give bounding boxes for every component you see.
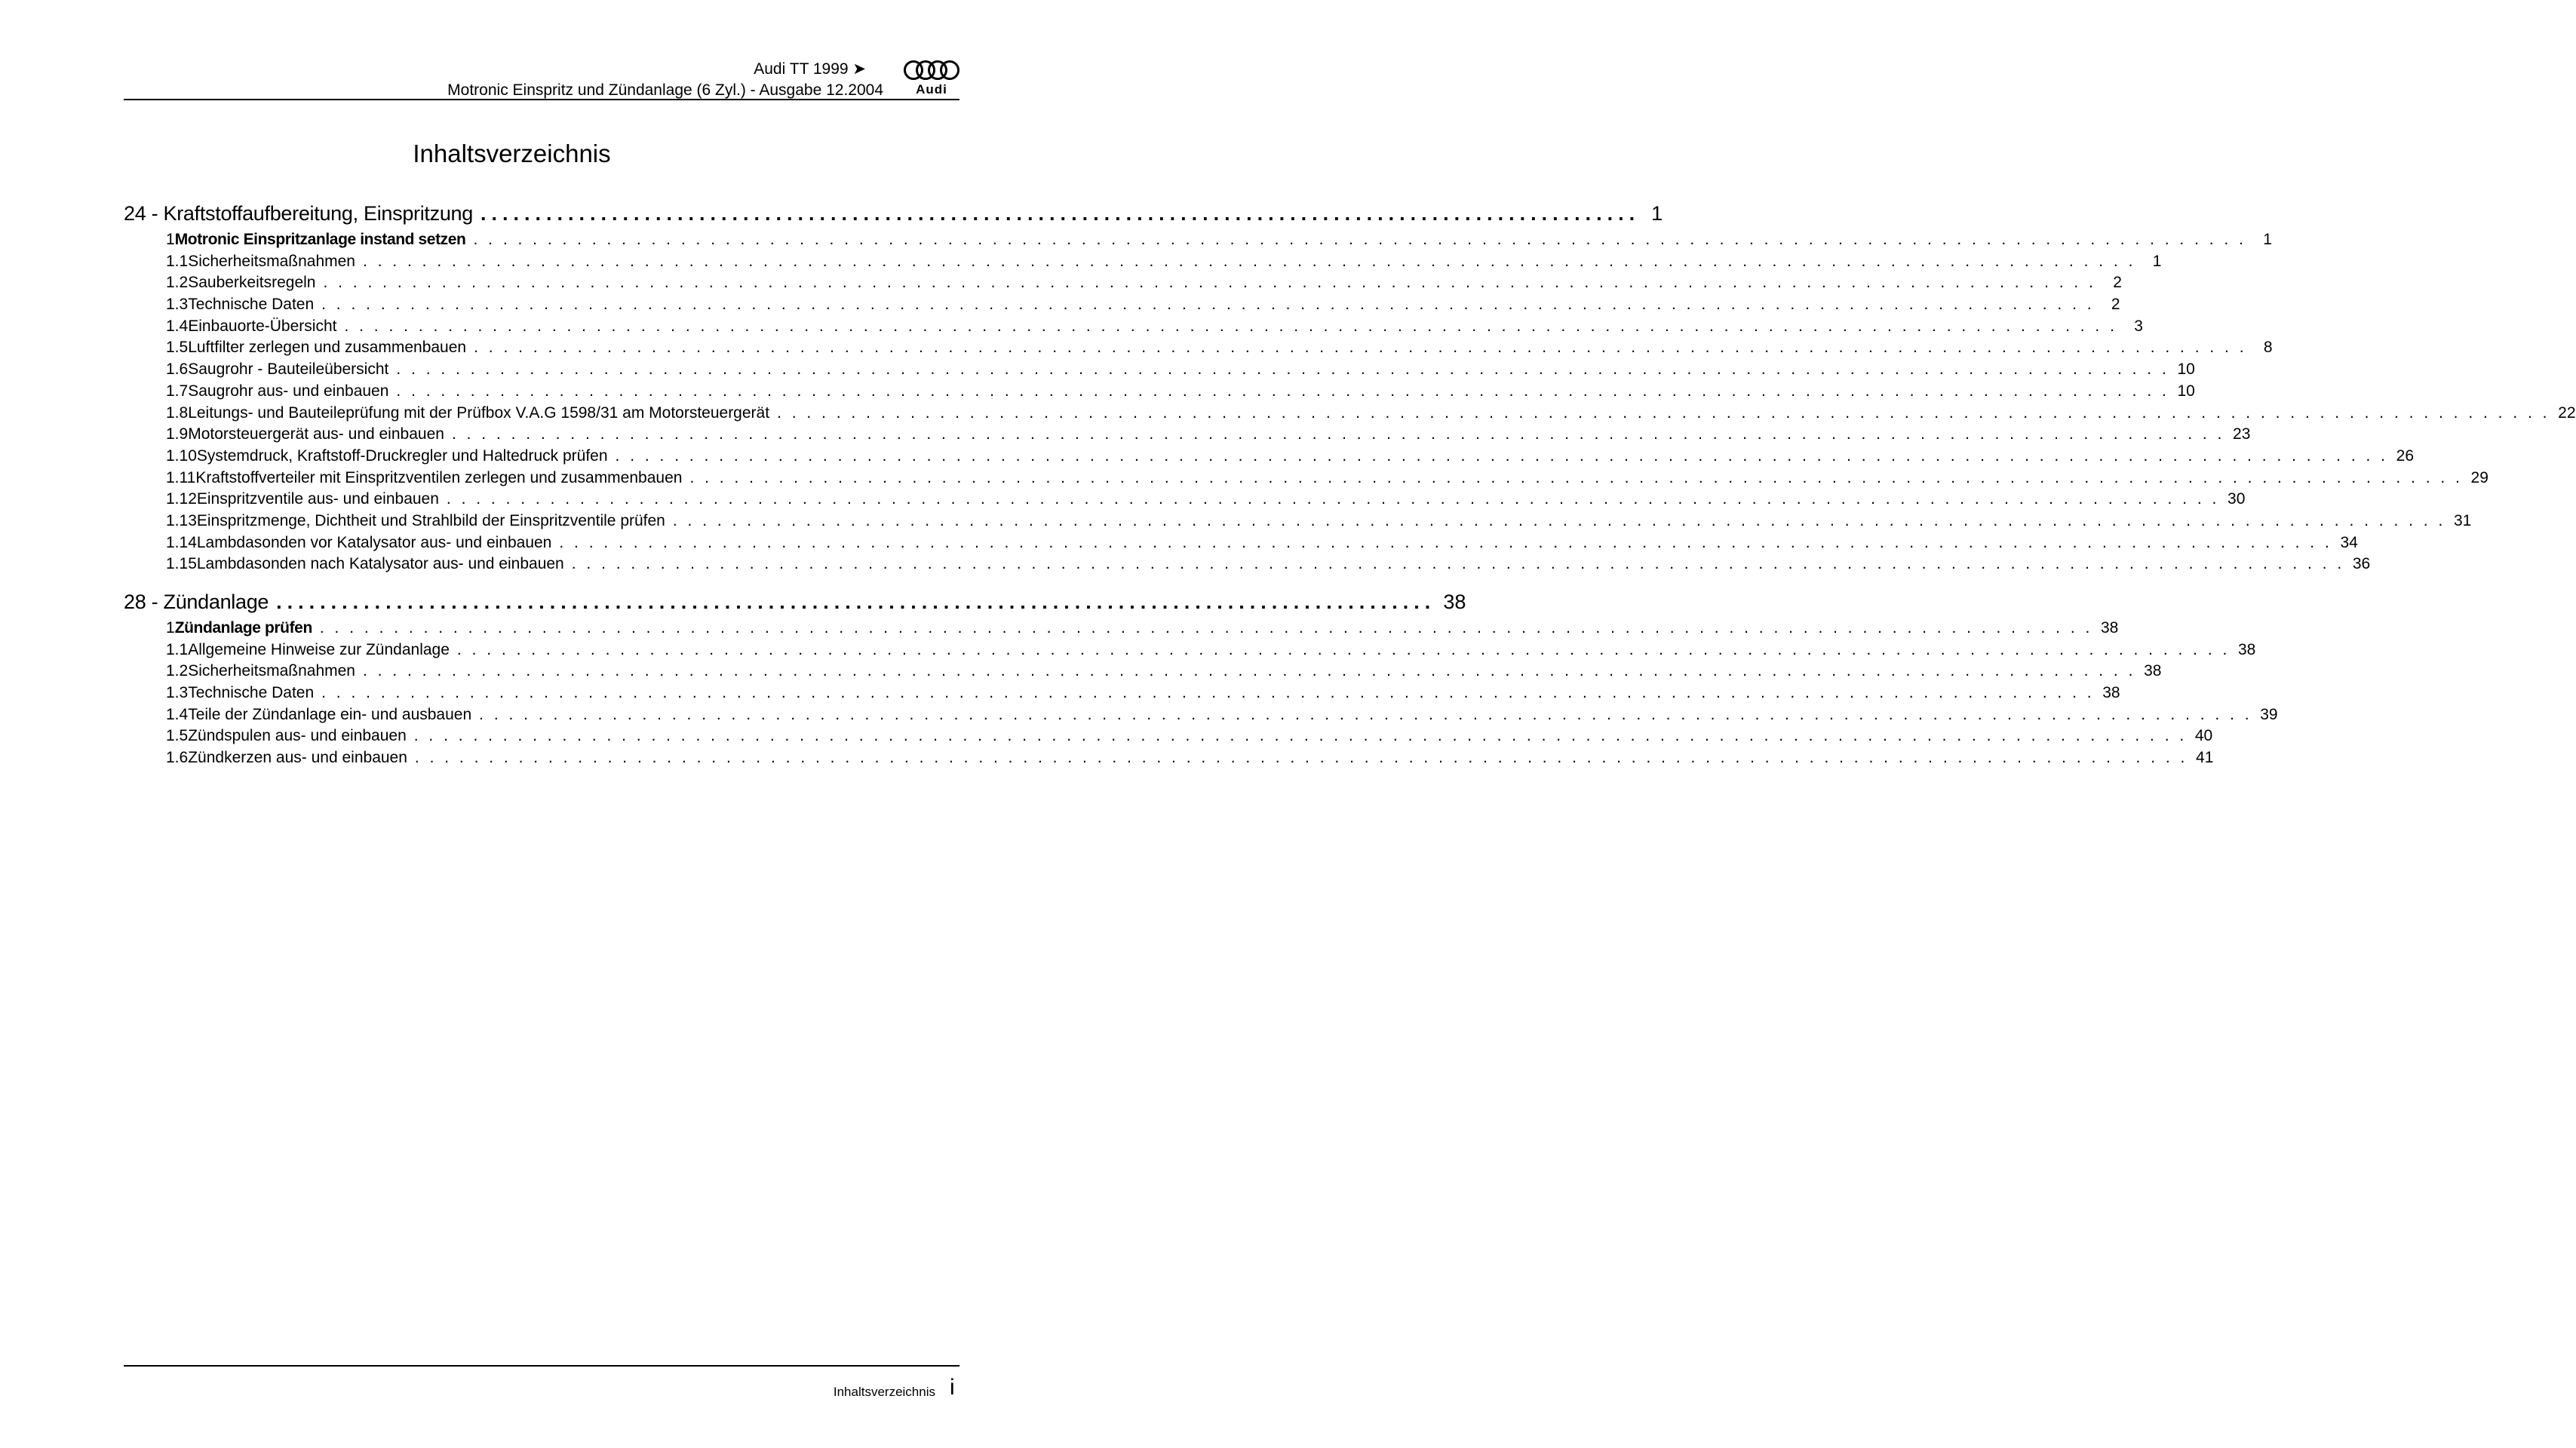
dot-leader: . . . . . . . . . . . . . . . . . . . . . . . . . . . . . . . . . . . . . . . . . . . . . . . . . . . . . . . . . . . . . . . . . . . . . . . . . . . . . . . . . . . . . . . . . . . . . . . . . . . . . . . . . . . . . . . . . . . . . . . .	[559, 533, 2332, 551]
entry-number: 1.6	[166, 360, 189, 379]
dot-leader: . . . . . . . . . . . . . . . . . . . . . . . . . . . . . . . . . . . . . . . . . . . . . . . . . . . . . . . . . . . . . . . . . . . . . . . . . . . . . . . . . . . . . . . . . . . . . . . . . . . . . . . . . . . . . . . . . . . . . . . .	[323, 274, 2096, 292]
toc-entry[interactable]	[124, 511, 2472, 532]
header-model: Audi TT 1999 ➤	[754, 60, 866, 78]
entry-title: Einbauorte-Übersicht	[188, 317, 337, 335]
toc-entry[interactable]	[124, 726, 2213, 747]
entry-title: Leitungs- und Bauteileprüfung mit der Prüfbox V.A.G 1598/31 am Motorsteuergerät	[188, 403, 770, 422]
section-page: 38	[1443, 591, 1466, 613]
toc-entry[interactable]	[124, 489, 2246, 511]
entry-number: 1.15	[166, 555, 197, 573]
dot-leader: . . . . . . . . . . . . . . . . . . . . . . . . . . . . . . . . . . . . . . . . . . . . . . . . . . . . . . . . . . . . . . . . . . . . . . . . . . . . . . . . . . . . . . . . . . . . . . . . . . . . . . . . . . . . . . . . . . . . . . . .	[413, 727, 2188, 745]
toc-entry[interactable]	[124, 618, 2119, 640]
entry-number: 1.5	[166, 339, 189, 357]
header-subtitle: Motronic Einspritz und Zündanlage (6 Zyl.) - Ausgabe 12.2004	[447, 81, 883, 99]
toc-section	[124, 198, 2576, 575]
entry-number: 1.10	[166, 446, 197, 465]
toc-entry[interactable]	[124, 640, 2256, 661]
entry-title: Lambdasonden vor Katalysator aus- und einbauen	[196, 533, 552, 551]
header-rule	[124, 99, 959, 100]
toc-entry[interactable]	[124, 272, 2122, 294]
entry-number: 1.1	[166, 252, 189, 270]
entry-page: 34	[2340, 533, 2358, 551]
entry-page: 40	[2194, 727, 2213, 745]
entry-page: 38	[2100, 619, 2119, 637]
dot-leader: . . . . . . . . . . . . . . . . . . . . . . . . . . . . . . . . . . . . . . . . . . . . . . . . . . . . . . . . . . . . . . . . . . . . . . . . . . . . . . . . . . . . . . . . . . . . . . . . . . . . . . . . . . . . . . . . . . . . . . . .	[479, 705, 2252, 723]
section-title: 28 - Zündanlage	[124, 591, 269, 613]
toc-entry[interactable]	[124, 403, 2576, 425]
entry-page: 2	[2111, 296, 2120, 314]
footer-label: Inhaltsverzeichnis	[833, 1385, 935, 1399]
entry-number: 1.4	[166, 705, 189, 723]
entry-title: Technische Daten	[188, 684, 315, 702]
entry-title: Sauberkeitsregeln	[188, 274, 316, 292]
entry-number: 1	[166, 231, 175, 248]
dot-leader: . . . . . . . . . . . . . . . . . . . . . . . . . . . . . . . . . . . . . . . . . . . . . . . . . . . . . . . . . . . . . . . . . . . . . . . . . . . . . . . . . . . . . . . . . . . . . . . . . . . . . . . . . . . . . . . . . . . . . . . .	[473, 231, 2246, 248]
entry-page: 3	[2134, 317, 2143, 335]
entry-page: 36	[2352, 555, 2371, 573]
entry-number: 1.13	[166, 511, 197, 529]
entry-title: Motronic Einspritzanlage instand setzen	[174, 231, 466, 248]
entry-title: Lambdasonden nach Katalysator aus- und einbauen	[196, 555, 564, 573]
dot-leader: . . . . . . . . . . . . . . . . . . . . . . . . . . . . . . . . . . . . . . . . . . . . . . . . . . . . . . . . . . . . . . . . . . . . . . . . . . . . . . . . . . . . . . . . . . . . . . . . . . . . . . . . . . . . . . . . . . . . . . . .	[571, 555, 2345, 573]
dot-leader: . . . . . . . . . . . . . . . . . . . . . . . . . . . . . . . . . . . . . . . . . . . . . . . . . . . . . . . . . . . . . . . . . . . . . . . . . . . . . . . . . . . . . . . . . . . . . . . . . . . . . . . . . . . . . . . . . . . . . . . .	[689, 468, 2463, 486]
entry-title: Sicherheitsmaßnahmen	[188, 252, 355, 270]
dot-leader: . . . . . . . . . . . . . . . . . . . . . . . . . . . . . . . . . . . . . . . . . . . . . . . . . . . . . . . . . . . . . . . . . . . . . . . . . . . . . . . . . . . . . . . . . . . . . . . . . . . . . . . . . . . . . . . . . . . . . . . .	[319, 619, 2093, 637]
entry-title: Kraftstoffverteiler mit Einspritzventilen zerlegen und zusammenbauen	[195, 468, 683, 486]
entry-title: Zündspulen aus- und einbauen	[188, 727, 407, 745]
entry-page: 26	[2396, 446, 2414, 465]
entry-page: 8	[2263, 339, 2273, 357]
dot-leader: . . . . . . . . . . . . . . . . . . . . . . . . . . . . . . . . . . . . . . . . . . . . . . . . . . . . . . . . . . . . . . . . . . . . . . . . . . . . . . . . . . . . . . . . . . . . . . . . . . . . . . . . . . . . . . . . . . . . . . . .	[777, 403, 2550, 422]
toc-entry[interactable]	[124, 704, 2278, 726]
entry-page: 1	[2152, 252, 2162, 270]
entry-number: 1.14	[166, 533, 197, 551]
audi-logo	[903, 58, 960, 99]
entry-number: 1.4	[166, 317, 189, 335]
entry-title: Saugrohr - Bauteileübersicht	[188, 360, 389, 379]
entry-page: 10	[2177, 382, 2195, 400]
dot-leader: . . . . . . . . . . . . . . . . . . . . . . . . . . . . . . . . . . . . . . . . . . . . . . . . . . . . . . . . . . . . . . . . . . . . . . . . . . . . . . . . . . . . . . . . . . . . . . . . . . . . . . . . . . . . . . . . . . . . . . . .	[321, 296, 2095, 314]
entry-number: 1	[166, 619, 175, 637]
dot-leader: . . . . . . . . . . . . . . . . . . . . . . . . . . . . . . . . . . . . . . . . . . . . . . . . . . . . . . . . . . . . . . . . . . . . . . . . . . . . . . . . . . . . . . . . . . . . . . . . . . . . . . . . . . . . . . . . . . . . . . . .	[474, 339, 2247, 357]
table-of-contents	[124, 198, 2576, 769]
entry-page: 23	[2233, 425, 2251, 443]
toc-entry[interactable]	[124, 294, 2120, 316]
entry-number: 1.2	[166, 274, 189, 292]
dot-leader: ..........................................................................................................	[276, 591, 1436, 613]
audi-rings-icon	[903, 58, 960, 82]
dot-leader: . . . . . . . . . . . . . . . . . . . . . . . . . . . . . . . . . . . . . . . . . . . . . . . . . . . . . . . . . . . . . . . . . . . . . . . . . . . . . . . . . . . . . . . . . . . . . . . . . . . . . . . . . . . . . . . . . . . . . . . .	[672, 511, 2446, 529]
entry-page: 38	[2238, 640, 2256, 658]
dot-leader: . . . . . . . . . . . . . . . . . . . . . . . . . . . . . . . . . . . . . . . . . . . . . . . . . . . . . . . . . . . . . . . . . . . . . . . . . . . . . . . . . . . . . . . . . . . . . . . . . . . . . . . . . . . . . . . . . . . . . . . .	[446, 490, 2220, 508]
footer-rule	[124, 1365, 959, 1367]
entry-title: Einspritzventile aus- und einbauen	[196, 490, 439, 508]
entry-number: 1.3	[166, 684, 189, 702]
entry-number: 1.1	[166, 640, 189, 658]
entry-number: 1.2	[166, 662, 189, 680]
toc-entry[interactable]	[124, 747, 2214, 769]
entry-number: 1.5	[166, 727, 189, 745]
entry-title: Zündkerzen aus- und einbauen	[188, 749, 407, 767]
entry-number: 1.8	[166, 403, 189, 422]
entry-page: 2	[2113, 274, 2122, 292]
entry-page: 31	[2453, 511, 2472, 529]
toc-entry[interactable]	[124, 381, 2195, 403]
toc-entry[interactable]	[124, 251, 2162, 273]
dot-leader: . . . . . . . . . . . . . . . . . . . . . . . . . . . . . . . . . . . . . . . . . . . . . . . . . . . . . . . . . . . . . . . . . . . . . . . . . . . . . . . . . . . . . . . . . . . . . . . . . . . . . . . . . . . . . . . . . . . . . . . .	[362, 252, 2136, 270]
toc-section-heading[interactable]	[124, 198, 1663, 229]
entry-title: Luftfilter zerlegen und zusammenbauen	[188, 339, 467, 357]
entry-page: 38	[2102, 684, 2120, 702]
toc-entry[interactable]	[124, 229, 2272, 251]
toc-section	[124, 586, 2278, 769]
entry-page: 29	[2470, 468, 2488, 486]
dot-leader: ..........................................................................................................	[480, 202, 1641, 225]
entry-page: 39	[2260, 705, 2278, 723]
toc-entry[interactable]	[124, 683, 2120, 704]
entry-title: Teile der Zündanlage ein- und ausbauen	[188, 705, 472, 723]
dot-leader: . . . . . . . . . . . . . . . . . . . . . . . . . . . . . . . . . . . . . . . . . . . . . . . . . . . . . . . . . . . . . . . . . . . . . . . . . . . . . . . . . . . . . . . . . . . . . . . . . . . . . . . . . . . . . . . . . . . . . . . .	[362, 662, 2136, 680]
entry-title: Motorsteuergerät aus- und einbauen	[188, 425, 444, 443]
entry-title: Systemdruck, Kraftstoff-Druckregler und Haltedruck prüfen	[196, 446, 608, 465]
toc-entry[interactable]	[124, 468, 2488, 489]
section-title: 24 - Kraftstoffaufbereitung, Einspritzung	[124, 202, 473, 225]
entry-number: 1.3	[166, 296, 189, 314]
entry-title: Allgemeine Hinweise zur Zündanlage	[188, 640, 450, 658]
dot-leader: . . . . . . . . . . . . . . . . . . . . . . . . . . . . . . . . . . . . . . . . . . . . . . . . . . . . . . . . . . . . . . . . . . . . . . . . . . . . . . . . . . . . . . . . . . . . . . . . . . . . . . . . . . . . . . . . . . . . . . . .	[396, 382, 2169, 400]
toc-entry[interactable]	[124, 424, 2251, 446]
entry-title: Saugrohr aus- und einbauen	[188, 382, 389, 400]
section-page: 1	[1651, 202, 1663, 225]
entry-page: 41	[2196, 749, 2214, 767]
entry-number: 1.9	[166, 425, 189, 443]
entry-title: Einspritzmenge, Dichtheit und Strahlbild der Einspritzventile prüfen	[196, 511, 665, 529]
dot-leader: . . . . . . . . . . . . . . . . . . . . . . . . . . . . . . . . . . . . . . . . . . . . . . . . . . . . . . . . . . . . . . . . . . . . . . . . . . . . . . . . . . . . . . . . . . . . . . . . . . . . . . . . . . . . . . . . . . . . . . . .	[321, 684, 2095, 702]
entry-number: 1.7	[166, 382, 189, 400]
dot-leader: . . . . . . . . . . . . . . . . . . . . . . . . . . . . . . . . . . . . . . . . . . . . . . . . . . . . . . . . . . . . . . . . . . . . . . . . . . . . . . . . . . . . . . . . . . . . . . . . . . . . . . . . . . . . . . . . . . . . . . . .	[456, 640, 2231, 658]
toc-section-heading[interactable]	[124, 586, 1466, 618]
entry-page: 1	[2263, 231, 2272, 248]
audi-wordmark: Audi	[916, 82, 947, 97]
dot-leader: . . . . . . . . . . . . . . . . . . . . . . . . . . . . . . . . . . . . . . . . . . . . . . . . . . . . . . . . . . . . . . . . . . . . . . . . . . . . . . . . . . . . . . . . . . . . . . . . . . . . . . . . . . . . . . . . . . . . . . . .	[414, 749, 2188, 767]
dot-leader: . . . . . . . . . . . . . . . . . . . . . . . . . . . . . . . . . . . . . . . . . . . . . . . . . . . . . . . . . . . . . . . . . . . . . . . . . . . . . . . . . . . . . . . . . . . . . . . . . . . . . . . . . . . . . . . . . . . . . . . .	[396, 360, 2169, 379]
dot-leader: . . . . . . . . . . . . . . . . . . . . . . . . . . . . . . . . . . . . . . . . . . . . . . . . . . . . . . . . . . . . . . . . . . . . . . . . . . . . . . . . . . . . . . . . . . . . . . . . . . . . . . . . . . . . . . . . . . . . . . . .	[615, 446, 2388, 465]
entry-number: 1.6	[166, 749, 189, 767]
entry-number: 1.12	[166, 490, 197, 508]
toc-entry[interactable]	[124, 359, 2195, 381]
entry-title: Technische Daten	[188, 296, 315, 314]
entry-title: Zündanlage prüfen	[174, 619, 312, 637]
dot-leader: . . . . . . . . . . . . . . . . . . . . . . . . . . . . . . . . . . . . . . . . . . . . . . . . . . . . . . . . . . . . . . . . . . . . . . . . . . . . . . . . . . . . . . . . . . . . . . . . . . . . . . . . . . . . . . . . . . . . . . . .	[451, 425, 2225, 443]
dot-leader: . . . . . . . . . . . . . . . . . . . . . . . . . . . . . . . . . . . . . . . . . . . . . . . . . . . . . . . . . . . . . . . . . . . . . . . . . . . . . . . . . . . . . . . . . . . . . . . . . . . . . . . . . . . . . . . . . . . . . . . .	[344, 317, 2117, 335]
footer-page-number: i	[950, 1375, 955, 1400]
toc-entry[interactable]	[124, 532, 2358, 554]
page-title: Inhaltsverzeichnis	[413, 140, 611, 167]
entry-number: 1.11	[166, 468, 196, 486]
entry-page: 38	[2144, 662, 2162, 680]
toc-entry[interactable]	[124, 316, 2143, 338]
entry-page: 10	[2177, 360, 2195, 379]
toc-entry[interactable]	[124, 446, 2414, 468]
entry-page: 30	[2228, 490, 2246, 508]
toc-entry[interactable]	[124, 337, 2273, 359]
entry-title: Sicherheitsmaßnahmen	[188, 662, 355, 680]
entry-page: 22	[2558, 403, 2576, 422]
toc-entry[interactable]	[124, 554, 2371, 575]
toc-entry[interactable]	[124, 661, 2162, 683]
